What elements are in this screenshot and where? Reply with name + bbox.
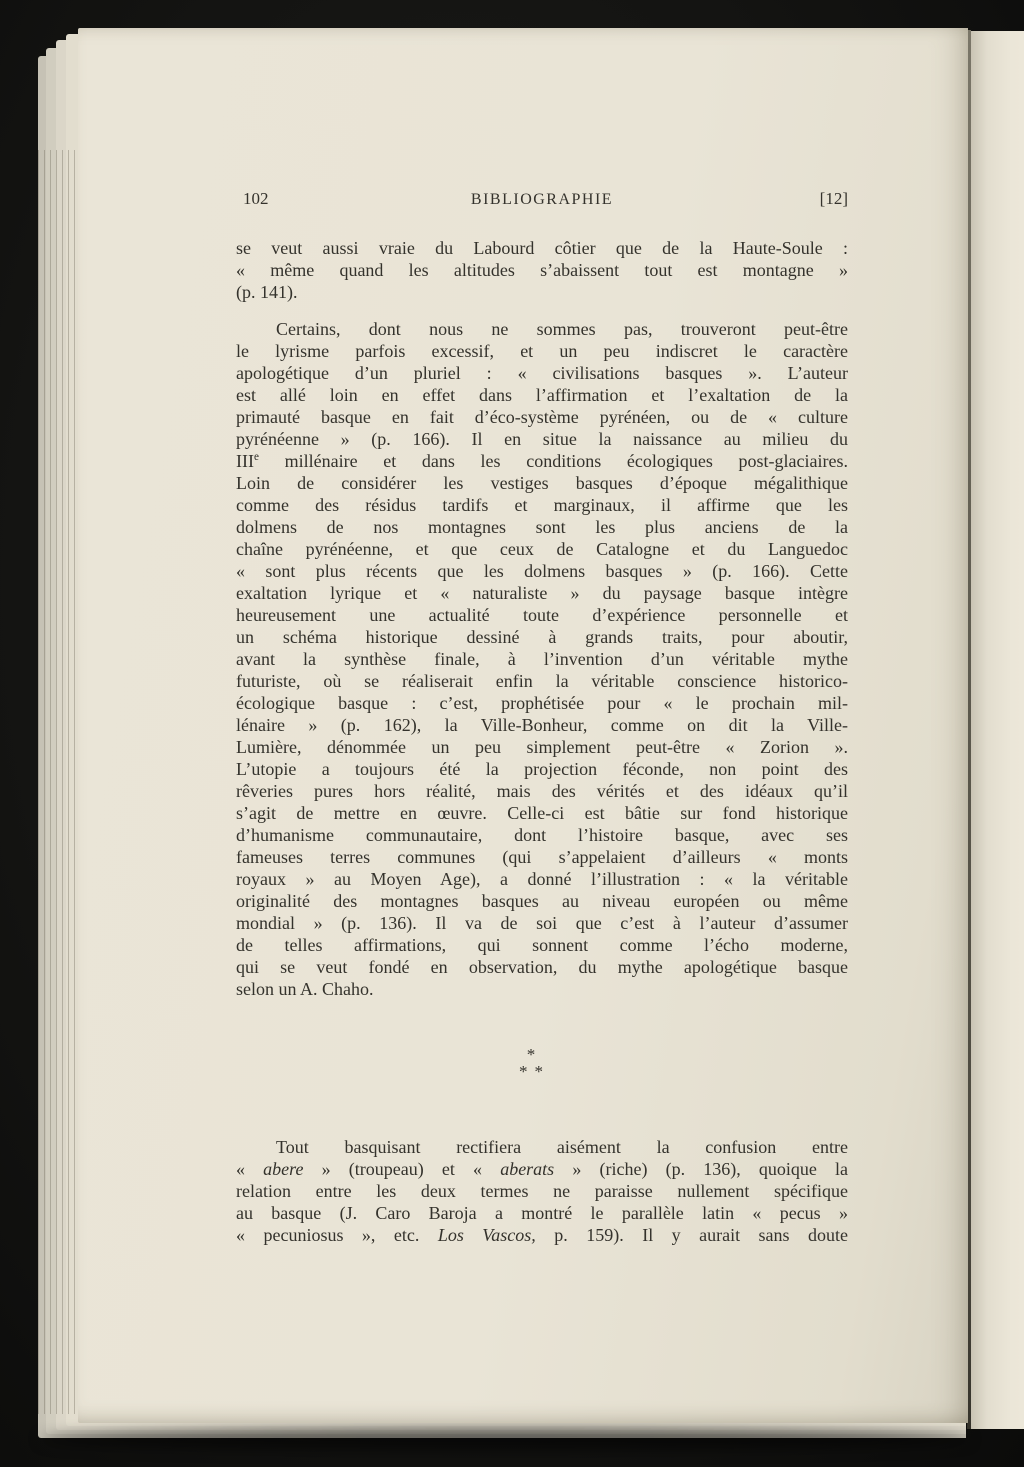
- text-line: un schéma historique dessiné à grands traits, pour aboutir,: [236, 627, 848, 647]
- text-line: qui se veut fondé en observation, du mythe apologétique basque: [236, 957, 848, 977]
- text-line: « abere » (troupeau) et « aberats » (riche) (p. 136), quoique la: [236, 1159, 849, 1179]
- text-line: comme des résidus tardifs et marginaux, il affirme que les: [236, 495, 848, 515]
- text-line: relation entre les deux termes ne paraisse nullement spécifique: [236, 1181, 848, 1201]
- text-line: L’utopie a toujours été la projection féconde, non point des: [236, 759, 848, 779]
- text-line: de telles affirmations, qui sonnent comme l’écho moderne,: [236, 935, 848, 955]
- text-line: selon un A. Chaho.: [236, 979, 374, 999]
- text-line: Certains, dont nous ne sommes pas, trouveront peut-être: [276, 319, 848, 339]
- text-line: Tout basquisant rectifiera aisément la confusion entre: [276, 1137, 848, 1157]
- paragraph: [236, 1136, 848, 1246]
- text-line: primauté basque en fait d’éco-système pyrénéen, ou de « culture: [236, 407, 848, 427]
- text-line: dolmens de nos montagnes sont les plus anciens de la: [236, 517, 848, 537]
- text-line: avant la synthèse finale, à l’invention d’un véritable mythe: [236, 649, 848, 669]
- text-line: exaltation lyrique et « naturaliste » du paysage basque intègre: [236, 583, 848, 603]
- text-line: le lyrisme parfois excessif, et un peu indiscret le caractère: [236, 341, 848, 361]
- facing-page: [971, 31, 1024, 1429]
- text-line: au basque (J. Caro Baroja a montré le parallèle latin « pecus »: [236, 1203, 848, 1223]
- page-leaf-edges-texture: [38, 150, 78, 1414]
- text-line: Loin de considérer les vestiges basques d’époque mégalithique: [236, 473, 848, 493]
- text-line: « sont plus récents que les dolmens basques » (p. 166). Cette: [236, 561, 848, 581]
- book-page: [78, 28, 968, 1423]
- body-text-upper: [236, 237, 848, 1000]
- text-line: est allé loin en effet dans l’affirmation et l’exaltation de la: [236, 385, 848, 405]
- text-line: heureusement une actualité toute d’expérience personnelle et: [236, 605, 848, 625]
- text-line: « même quand les altitudes s’abaissent tout est montagne »: [236, 260, 848, 280]
- text-line: Lumière, dénommée un peu simplement peut-être « Zorion ».: [236, 737, 848, 757]
- text-line: lénaire » (p. 162), la Ville-Bonheur, comme on dit la Ville-: [236, 715, 848, 735]
- text-line: pyrénéenne » (p. 166). Il en situe la naissance au milieu du: [236, 429, 848, 449]
- text-line: mondial » (p. 136). Il va de soi que c’est à l’auteur d’assumer: [236, 913, 848, 933]
- text-line: originalité des montagnes basques au niveau européen ou même: [236, 891, 848, 911]
- section-separator: [225, 1046, 837, 1080]
- text-line: s’agit de mettre en œuvre. Celle-ci est bâtie sur fond historique: [236, 803, 848, 823]
- text-line: écologique basque : c’est, prophétisée pour « le prochain mil-: [236, 693, 848, 713]
- paragraph: [236, 318, 848, 1000]
- text-line: d’humanisme communautaire, dont l’histoire basque, avec ses: [236, 825, 848, 845]
- text-line: apologétique d’un pluriel : « civilisations basques ». L’auteur: [236, 363, 848, 383]
- text-line: rêveries pures hors réalité, mais des vérités et des idéaux qu’il: [236, 781, 848, 801]
- page-content: [236, 188, 848, 1246]
- book-shadow: [40, 1428, 970, 1450]
- running-title: BIBLIOGRAPHIE: [470, 191, 614, 208]
- page-header: [236, 188, 848, 210]
- paragraph: [236, 237, 848, 303]
- text-line: IIIe millénaire et dans les conditions écologiques post-glaciaires.: [236, 451, 848, 471]
- asterisk-row: **: [519, 1062, 550, 1081]
- bracket-reference: [12]: [819, 189, 848, 208]
- text-line: futuriste, où se réaliserait enfin la véritable conscience historico-: [236, 671, 848, 691]
- text-line: « pecuniosus », etc. Los Vascos, p. 159). Il y aurait sans doute: [236, 1225, 849, 1245]
- text-line: royaux » au Moyen Age), a donné l’illustration : « la véritable: [236, 869, 848, 889]
- text-line: chaîne pyrénéenne, et que ceux de Catalogne et du Languedoc: [236, 539, 848, 559]
- text-line: fameuses terres communes (qui s’appelaient d’ailleurs « monts: [236, 847, 848, 867]
- asterisk-row: *: [526, 1045, 536, 1064]
- page-number: 102: [243, 189, 269, 208]
- body-text-lower: [236, 1136, 848, 1246]
- text-line: (p. 141).: [236, 282, 298, 302]
- text-line: se veut aussi vraie du Labourd côtier que de la Haute-Soule :: [236, 238, 848, 258]
